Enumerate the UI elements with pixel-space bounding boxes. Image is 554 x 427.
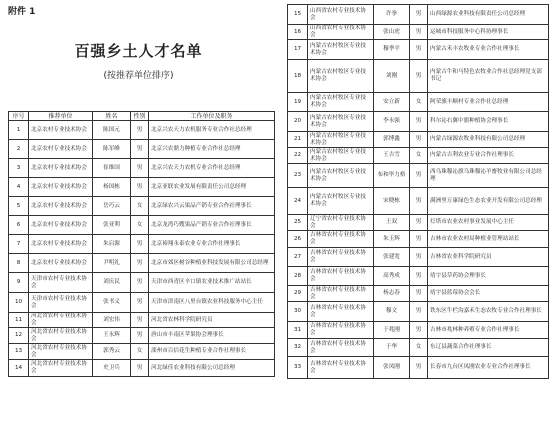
cell-recommending-unit: 内蒙古农村牧区专业技术协会 <box>308 93 374 112</box>
cell-no: 27 <box>288 248 308 267</box>
cell-name: 布和毕力格 <box>374 164 410 188</box>
cell-work-unit: 北京亚联农业发展有限责任公司总经理 <box>149 178 275 197</box>
col-header-name: 姓名 <box>93 112 131 121</box>
table-row <box>288 188 549 215</box>
cell-work-unit: 靖宇县蓝莓协会会长 <box>428 286 549 302</box>
talent-table-left <box>8 111 275 377</box>
cell-work-unit: 阿荣旗丰顺村专业合作社总经理 <box>428 93 549 112</box>
cell-no: 6 <box>9 216 29 235</box>
cell-no: 22 <box>288 148 308 164</box>
cell-no: 32 <box>288 339 308 357</box>
cell-work-unit: 北京绿农兴云果品产销专业合作社理事长 <box>149 197 275 216</box>
cell-sex: 男 <box>410 132 428 148</box>
col-header-work: 工作单位及职务 <box>149 112 275 121</box>
cell-sex: 男 <box>410 302 428 322</box>
table-row <box>9 360 275 377</box>
cell-name: 宋晓栋 <box>374 188 410 215</box>
cell-work-unit: 北京兴农天力农机专业合作社总经理 <box>149 159 275 178</box>
cell-recommending-unit: 北京农村专业技术协会 <box>29 178 93 197</box>
table-row <box>288 267 549 286</box>
cell-no: 16 <box>288 25 308 40</box>
cell-work-unit: 运城市科技服务中心科协理事长 <box>428 25 549 40</box>
cell-no: 3 <box>9 159 29 178</box>
cell-recommending-unit: 北京农村专业技术协会 <box>29 121 93 140</box>
cell-sex: 男 <box>410 248 428 267</box>
cell-no: 1 <box>9 121 29 140</box>
table-row <box>288 322 549 339</box>
cell-name: 朱启源 <box>93 235 131 254</box>
cell-name: 张建宽 <box>374 248 410 267</box>
cell-name: 穆季平 <box>374 40 410 60</box>
cell-name: 王永辉 <box>93 328 131 344</box>
cell-work-unit: 满洲里万康绿色生态农业开发有限公司总经理 <box>428 188 549 215</box>
attachment-label: 附件 1 <box>8 7 36 17</box>
cell-recommending-unit: 吉林省农村专业技术协会 <box>308 302 374 322</box>
cell-name: 穆文 <box>374 302 410 322</box>
cell-no: 25 <box>288 215 308 231</box>
cell-recommending-unit: 内蒙古农村牧区专业技术协会 <box>308 112 374 132</box>
cell-recommending-unit: 河北省农村专业技术协会 <box>29 344 93 360</box>
cell-work-unit: 长春市九台区凤刚农业专业合作社理事长 <box>428 357 549 379</box>
table-row <box>288 357 549 379</box>
cell-sex: 男 <box>410 188 428 215</box>
table-row <box>9 140 275 159</box>
cell-name: 刘庆民 <box>93 273 131 293</box>
cell-no: 18 <box>288 60 308 93</box>
table-row <box>288 302 549 322</box>
cell-recommending-unit: 吉林省农村专业技术协会 <box>308 248 374 267</box>
table-row <box>288 40 549 60</box>
cell-name: 岳巧云 <box>93 197 131 216</box>
cell-sex: 男 <box>131 140 149 159</box>
cell-recommending-unit: 内蒙古农村牧区专业技术协会 <box>308 60 374 93</box>
cell-name: 王双 <box>374 215 410 231</box>
cell-recommending-unit: 北京农村专业技术协会 <box>29 235 93 254</box>
cell-recommending-unit: 内蒙古农村牧区专业技术协会 <box>308 132 374 148</box>
table-row <box>288 164 549 188</box>
table-row <box>288 112 549 132</box>
cell-no: 4 <box>9 178 29 197</box>
cell-work-unit: 吉林省农业科学院研究员 <box>428 248 549 267</box>
cell-name: 张亚利 <box>93 216 131 235</box>
cell-recommending-unit: 天津市农村专业技术协会 <box>29 293 93 313</box>
cell-no: 8 <box>9 254 29 273</box>
cell-sex: 男 <box>410 25 428 40</box>
cell-work-unit: 滦州市百信花生种植专业合作社理事长 <box>149 344 275 360</box>
cell-name: 安立新 <box>374 93 410 112</box>
cell-work-unit: 科尔沁右翼中旗种植协会理事长 <box>428 112 549 132</box>
cell-name: 崔维国 <box>93 159 131 178</box>
cell-sex: 男 <box>410 286 428 302</box>
cell-no: 2 <box>9 140 29 159</box>
cell-work-unit: 吉林市兆林种养殖专业合作社理事长 <box>428 322 549 339</box>
cell-name: 王吉雪 <box>374 148 410 164</box>
cell-work-unit: 内蒙古吉利农业专业合作社理事长 <box>428 148 549 164</box>
cell-recommending-unit: 北京农村专业技术协会 <box>29 216 93 235</box>
table-row <box>288 132 549 148</box>
table-row <box>288 148 549 164</box>
table-row <box>9 159 275 178</box>
table-row <box>9 344 275 360</box>
table-row <box>9 235 275 254</box>
cell-sex: 女 <box>410 93 428 112</box>
cell-name: 刘刚 <box>374 60 410 93</box>
cell-name: 郭博鑫 <box>374 132 410 148</box>
cell-work-unit: 河北省农林科学院研究员 <box>149 313 275 328</box>
cell-recommending-unit: 辽宁省农村专业技术协会 <box>308 215 374 231</box>
cell-name: 朱玉辉 <box>374 231 410 248</box>
cell-work-unit: 北京兴农鼎力种植专业合作社总经理 <box>149 140 275 159</box>
cell-sex: 男 <box>410 322 428 339</box>
table-row <box>288 60 549 93</box>
cell-sex: 男 <box>410 267 428 286</box>
cell-sex: 女 <box>131 344 149 360</box>
cell-sex: 男 <box>131 313 149 328</box>
cell-sex: 女 <box>410 339 428 357</box>
table-header-row <box>9 112 275 121</box>
cell-sex: 男 <box>410 60 428 93</box>
cell-work-unit: 东辽县蔬菜合作社理事长 <box>428 339 549 357</box>
table-row <box>288 93 549 112</box>
col-header-sex: 性别 <box>131 112 149 121</box>
cell-sex: 女 <box>410 148 428 164</box>
cell-work-unit: 铁东区牛栏沟嘉禾生态农牧专业合作社理事长 <box>428 302 549 322</box>
cell-sex: 男 <box>131 121 149 140</box>
col-header-no: 序号 <box>9 112 29 121</box>
cell-work-unit: 灯塔市农业农村事业发展中心主任 <box>428 215 549 231</box>
cell-no: 23 <box>288 164 308 188</box>
cell-sex: 男 <box>410 164 428 188</box>
cell-recommending-unit: 吉林省农村专业技术协会 <box>308 339 374 357</box>
cell-recommending-unit: 北京农村专业技术协会 <box>29 140 93 159</box>
cell-no: 30 <box>288 302 308 322</box>
cell-work-unit: 北京龙湾巧嫂果品产销专业合作社理事长 <box>149 216 275 235</box>
table-row <box>9 121 275 140</box>
cell-sex: 男 <box>131 159 149 178</box>
cell-recommending-unit: 河北省农村专业技术协会 <box>29 328 93 344</box>
cell-no: 24 <box>288 188 308 215</box>
cell-name: 陈国元 <box>93 121 131 140</box>
cell-name: 高秀成 <box>374 267 410 286</box>
cell-sex: 男 <box>131 178 149 197</box>
table-row <box>288 25 549 40</box>
table-row <box>288 215 549 231</box>
cell-sex: 男 <box>131 273 149 293</box>
cell-name: 张山虎 <box>374 25 410 40</box>
table-row <box>9 273 275 293</box>
cell-recommending-unit: 山西省农村专业技术协会 <box>308 5 374 25</box>
table-row <box>9 313 275 328</box>
cell-name: 张书义 <box>93 293 131 313</box>
cell-recommending-unit: 吉林省农村专业技术协会 <box>308 231 374 248</box>
cell-name: 尹明礼 <box>93 254 131 273</box>
cell-work-unit: 天津市津南区八里台镇农业科技服务中心主任 <box>149 293 275 313</box>
table-row <box>288 5 549 25</box>
table-row <box>9 197 275 216</box>
cell-no: 5 <box>9 197 29 216</box>
cell-no: 12 <box>9 328 29 344</box>
table-row <box>288 286 549 302</box>
cell-no: 28 <box>288 267 308 286</box>
table-row <box>9 328 275 344</box>
cell-name: 史卫兵 <box>93 360 131 377</box>
table-row <box>9 178 275 197</box>
cell-no: 14 <box>9 360 29 377</box>
cell-recommending-unit: 河北省农村专业技术协会 <box>29 313 93 328</box>
cell-name: 于兆刚 <box>374 322 410 339</box>
cell-sex: 男 <box>410 215 428 231</box>
cell-recommending-unit: 内蒙古农村牧区专业技术协会 <box>308 40 374 60</box>
cell-recommending-unit: 北京农村专业技术协会 <box>29 197 93 216</box>
cell-work-unit: 西乌珠穆沁旗乌珠穆沁羊畜牧业有限公司总经理 <box>428 164 549 188</box>
cell-no: 15 <box>288 5 308 25</box>
cell-work-unit: 吉林市农业农村局种植业管理站站长 <box>428 231 549 248</box>
cell-sex: 男 <box>410 5 428 25</box>
cell-work-unit: 北京兴农天力农机服务专业合作社总经理 <box>149 121 275 140</box>
cell-recommending-unit: 河北省农村专业技术协会 <box>29 360 93 377</box>
cell-sex: 男 <box>410 112 428 132</box>
cell-sex: 男 <box>131 360 149 377</box>
cell-no: 26 <box>288 231 308 248</box>
cell-no: 29 <box>288 286 308 302</box>
cell-name: 杨志春 <box>374 286 410 302</box>
cell-work-unit: 内蒙古绿源农牧业科技有限公司总经理 <box>428 132 549 148</box>
cell-sex: 男 <box>131 293 149 313</box>
cell-work-unit: 唐山市丰南区苹果协会理事长 <box>149 328 275 344</box>
cell-no: 17 <box>288 40 308 60</box>
cell-name: 刘宏伟 <box>93 313 131 328</box>
table-row <box>9 216 275 235</box>
cell-name: 张凤刚 <box>374 357 410 379</box>
cell-work-unit: 内蒙古禾丰农牧业专业合作社理事长 <box>428 40 549 60</box>
cell-recommending-unit: 天津市农村专业技术协会 <box>29 273 93 293</box>
cell-sex: 男 <box>410 40 428 60</box>
cell-recommending-unit: 内蒙古农村牧区专业技术协会 <box>308 164 374 188</box>
cell-no: 20 <box>288 112 308 132</box>
cell-recommending-unit: 北京农村专业技术协会 <box>29 254 93 273</box>
cell-recommending-unit: 北京农村专业技术协会 <box>29 159 93 178</box>
document-subtitle: (按推荐单位排序) <box>103 71 174 81</box>
cell-no: 7 <box>9 235 29 254</box>
cell-sex: 女 <box>131 197 149 216</box>
cell-sex: 男 <box>131 254 149 273</box>
cell-work-unit: 天津市西青区辛口镇农业技术推广站站长 <box>149 273 275 293</box>
cell-recommending-unit: 吉林省农村专业技术协会 <box>308 267 374 286</box>
table-row <box>9 293 275 313</box>
table-row <box>9 254 275 273</box>
cell-recommending-unit: 吉林省农村专业技术协会 <box>308 357 374 379</box>
cell-work-unit: 北京裕翔永泰农业专业合作社理事长 <box>149 235 275 254</box>
cell-no: 9 <box>9 273 29 293</box>
cell-name: 杨国栋 <box>93 178 131 197</box>
cell-no: 31 <box>288 322 308 339</box>
cell-recommending-unit: 吉林省农村专业技术协会 <box>308 322 374 339</box>
cell-recommending-unit: 吉林省农村专业技术协会 <box>308 286 374 302</box>
cell-work-unit: 靖宇县草药协会理事长 <box>428 267 549 286</box>
table-row <box>288 339 549 357</box>
cell-no: 33 <box>288 357 308 379</box>
col-header-unit: 推荐单位 <box>29 112 93 121</box>
cell-sex: 男 <box>131 328 149 344</box>
cell-name: 陈军峰 <box>93 140 131 159</box>
cell-sex: 男 <box>410 231 428 248</box>
cell-recommending-unit: 内蒙古农村牧区专业技术协会 <box>308 188 374 215</box>
talent-table-right <box>287 4 549 379</box>
cell-name: 李永强 <box>374 112 410 132</box>
cell-no: 19 <box>288 93 308 112</box>
cell-work-unit: 河北绿佳农业科技有限公司总经理 <box>149 360 275 377</box>
document-title: 百强乡土人才名单 <box>74 42 203 60</box>
cell-recommending-unit: 内蒙古农村牧区专业技术协会 <box>308 148 374 164</box>
cell-no: 13 <box>9 344 29 360</box>
cell-no: 11 <box>9 313 29 328</box>
cell-no: 10 <box>9 293 29 313</box>
cell-sex: 男 <box>410 357 428 379</box>
cell-no: 21 <box>288 132 308 148</box>
cell-sex: 男 <box>131 235 149 254</box>
cell-recommending-unit: 山西省农村专业技术协会 <box>308 25 374 40</box>
cell-sex: 女 <box>131 216 149 235</box>
cell-work-unit: 山西绿源农业科技有限责任公司总经理 <box>428 5 549 25</box>
cell-work-unit: 北京市郊区树谷种植业科技发展有限公司总经理 <box>149 254 275 273</box>
cell-name: 郭秀云 <box>93 344 131 360</box>
cell-name: 于华 <box>374 339 410 357</box>
cell-work-unit: 内蒙古牛和马特色农牧业合作社总经理党支部书记 <box>428 60 549 93</box>
table-row <box>288 231 549 248</box>
table-row <box>288 248 549 267</box>
cell-name: 许拳 <box>374 5 410 25</box>
